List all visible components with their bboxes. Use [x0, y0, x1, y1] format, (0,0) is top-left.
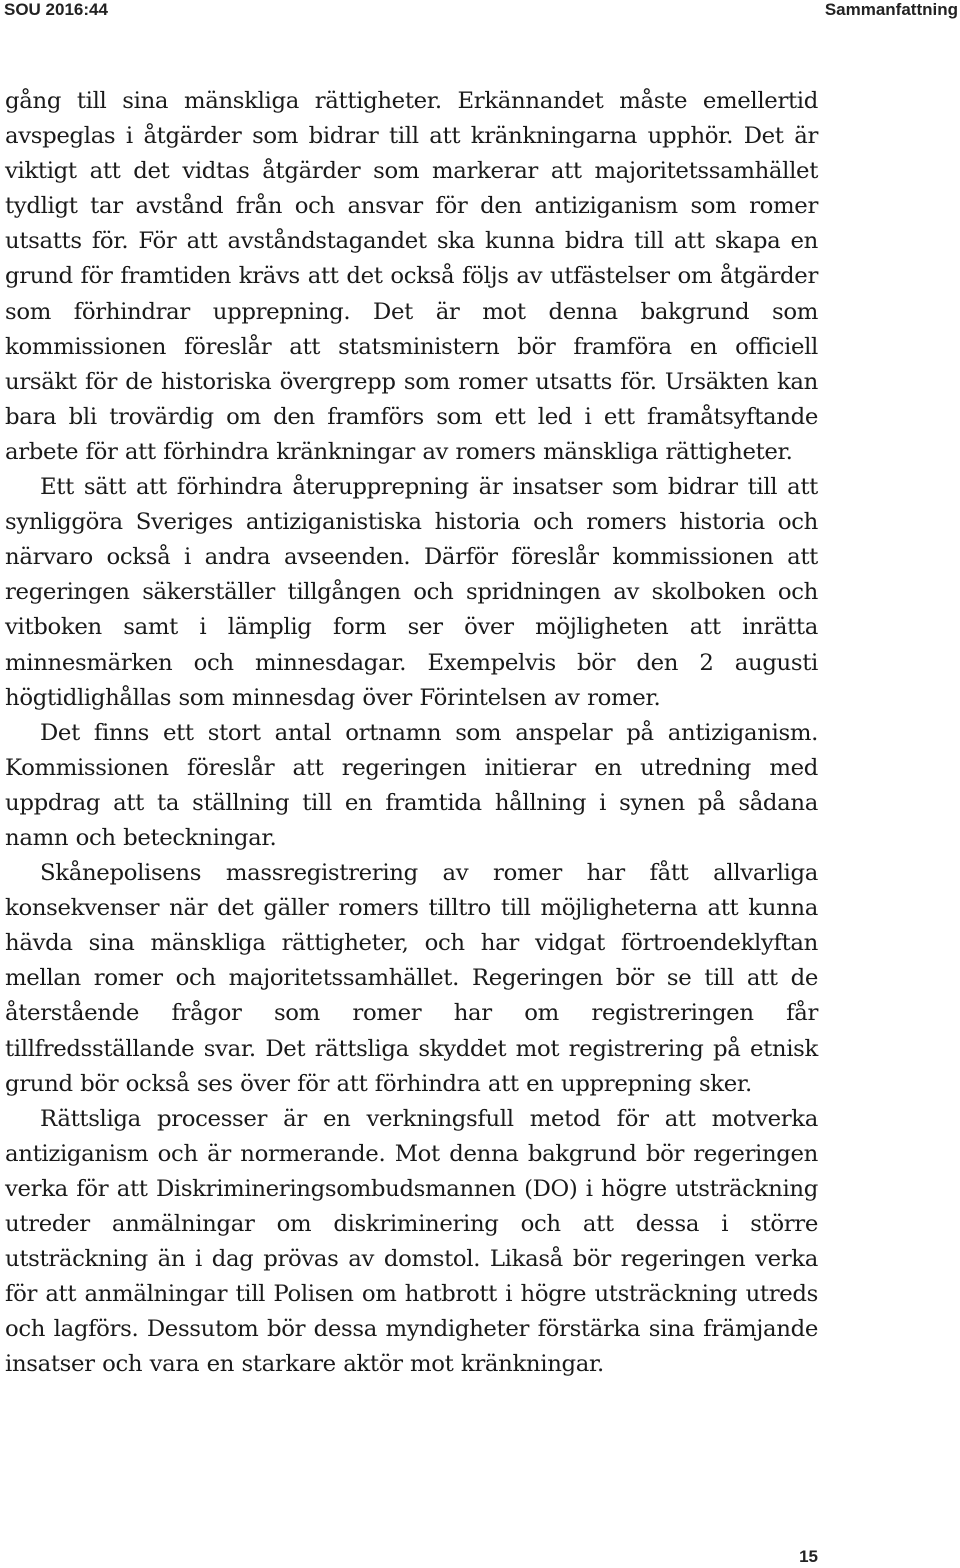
document-body: [5, 84, 818, 1382]
paragraph-5: Rättsliga processer är en verkningsfull metod för att motverka antiziganism och är normerande. Mot denna bakgrund bör regeringen verka för att Diskrimineringsombudsmannen (DO) i högre utsträckning utreder anmälningar om diskriminering och att dessa i större utsträckning än i dag prövas av domstol. Likaså bör regeringen verka för att anmälningar till Polisen om hatbrott i högre utsträckning utreds och lagförs. Dessutom bör dessa myndigheter förstärka sina främjande insatser och vara en starkare aktör mot kränkningar.: [5, 1105, 818, 1378]
page-header: [0, 0, 960, 22]
paragraph-1: gång till sina mänskliga rättigheter. Erkännandet måste emellertid avspeglas i åtgärder som bidrar till att kränkningarna upphör. Det är viktigt att det vidtas åtgärder som markerar att majoritetssamhället tydligt tar avstånd från och ansvar för den antiziganism som romer utsatts för. För att avståndstagandet ska kunna bidra till att skapa en grund för framtiden krävs att det också följs av utfästelser om åtgärder som förhindrar upprepning. Det är mot denna bakgrund som kommissionen föreslår att statsministern bör framföra en officiell ursäkt för de historiska övergrepp som romer utsatts för. Ursäkten kan bara bli trovärdig om den framförs som ett led i ett framåtsyftande arbete för att förhindra kränkningar av romers mänskliga rättigheter.: [5, 88, 818, 465]
paragraph-2: Ett sätt att förhindra återupprepning är insatser som bidrar till att synliggöra Sveriges antiziganistiska historia och romers historia och närvaro också i andra avseenden. Därför föreslår kommissionen att regeringen säkerställer tillgången och spridningen av skolboken och vitboken samt i lämplig form ser över möjligheten att inrätta minnesmärken och minnesdagar. Exempelvis bör den 2 augusti högtidlighållas som minnesdag över Förintelsen av romer.: [5, 474, 818, 711]
paragraph-4: Skånepolisens massregistrering av romer har fått allvarliga konsekvenser när det gäller romers tilltro till möjligheterna att kunna hävda sina mänskliga rättigheter, och har vidgat förtroendeklyftan mellan romer och majoritetssamhället. Regeringen bör se till att de återstående frågor som romer har om registreringen får tillfredsställande svar. Det rättsliga skyddet mot registrering på etnisk grund bör också ses över för att förhindra att en upprepning sker.: [5, 860, 818, 1097]
report-number: SOU 2016:44: [4, 0, 108, 19]
page-number: 15: [799, 1547, 818, 1566]
paragraph-3: Det finns ett stort antal ortnamn som anspelar på antiziganism. Kommissionen föreslår att regeringen initierar en utredning med uppdrag att ta ställning till en framtida hållning i synen på sådana namn och beteckningar.: [5, 719, 818, 851]
section-title: Sammanfattning: [824, 0, 958, 19]
